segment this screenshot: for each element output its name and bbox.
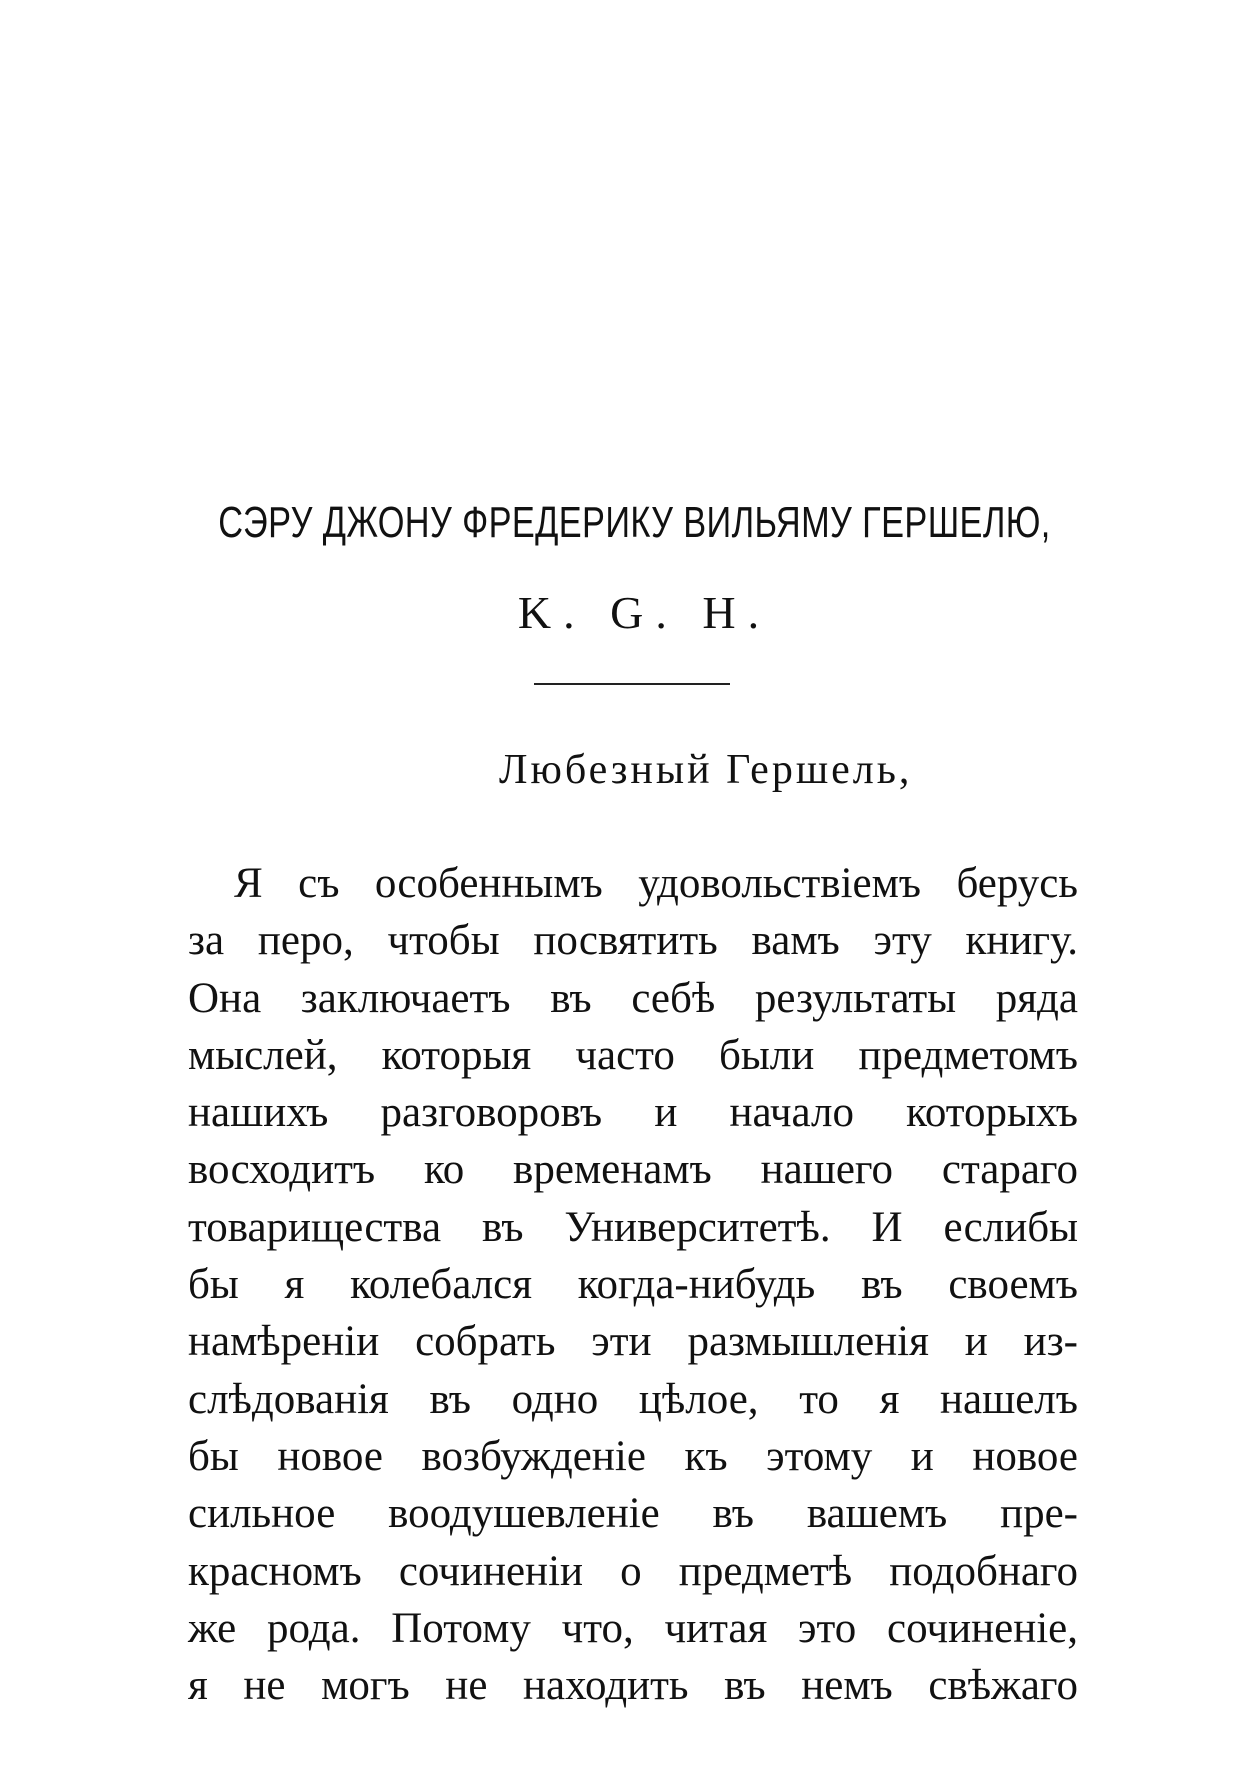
text-line: за перо, чтобы посвятить вамъ эту книгу.: [188, 917, 1078, 965]
honour-initials: K. G. H.: [517, 587, 772, 638]
text-line: сильное воодушевленіе въ вашемъ пре-: [188, 1490, 1078, 1538]
text-line: слѣдованія въ одно цѣлое, то я нашелъ: [188, 1375, 1078, 1423]
text-line: же рода. Потому что, читая это сочиненіе,: [188, 1604, 1078, 1652]
separator-rule: [534, 683, 730, 685]
text-line: нашихъ разговоровъ и начало которыхъ: [188, 1089, 1078, 1137]
salutation: Любезный Гершель,: [499, 747, 913, 793]
text-line: бы я колебался когда-нибудь въ своемъ: [188, 1261, 1078, 1309]
text-line: намѣреніи собрать эти размышленія и из-: [188, 1318, 1078, 1366]
text-line: Она заключаетъ въ себѣ результаты ряда: [188, 974, 1078, 1022]
text-line: восходитъ ко временамъ нашего стараго: [188, 1146, 1078, 1194]
text-line: я не могъ не находить въ немъ свѣжаго: [188, 1662, 1078, 1710]
text-line: бы новое возбужденіе къ этому и новое: [188, 1432, 1078, 1480]
body-text: [188, 855, 1078, 1714]
text-line: красномъ сочиненіи о предметѣ подобнаго: [188, 1547, 1078, 1595]
dedication-block: [0, 495, 1259, 641]
dedication-heading: СЭРУ ДЖОНУ ФРЕДЕРИКУ ВИЛЬЯМУ ГЕРШЕЛЮ,: [218, 498, 1051, 547]
text-line: товарищества въ Университетѣ. И еслибы: [188, 1203, 1078, 1251]
text-line: Я съ особеннымъ удовольствіемъ берусь: [234, 860, 1078, 907]
text-line: мыслей, которыя часто были предметомъ: [188, 1031, 1078, 1079]
